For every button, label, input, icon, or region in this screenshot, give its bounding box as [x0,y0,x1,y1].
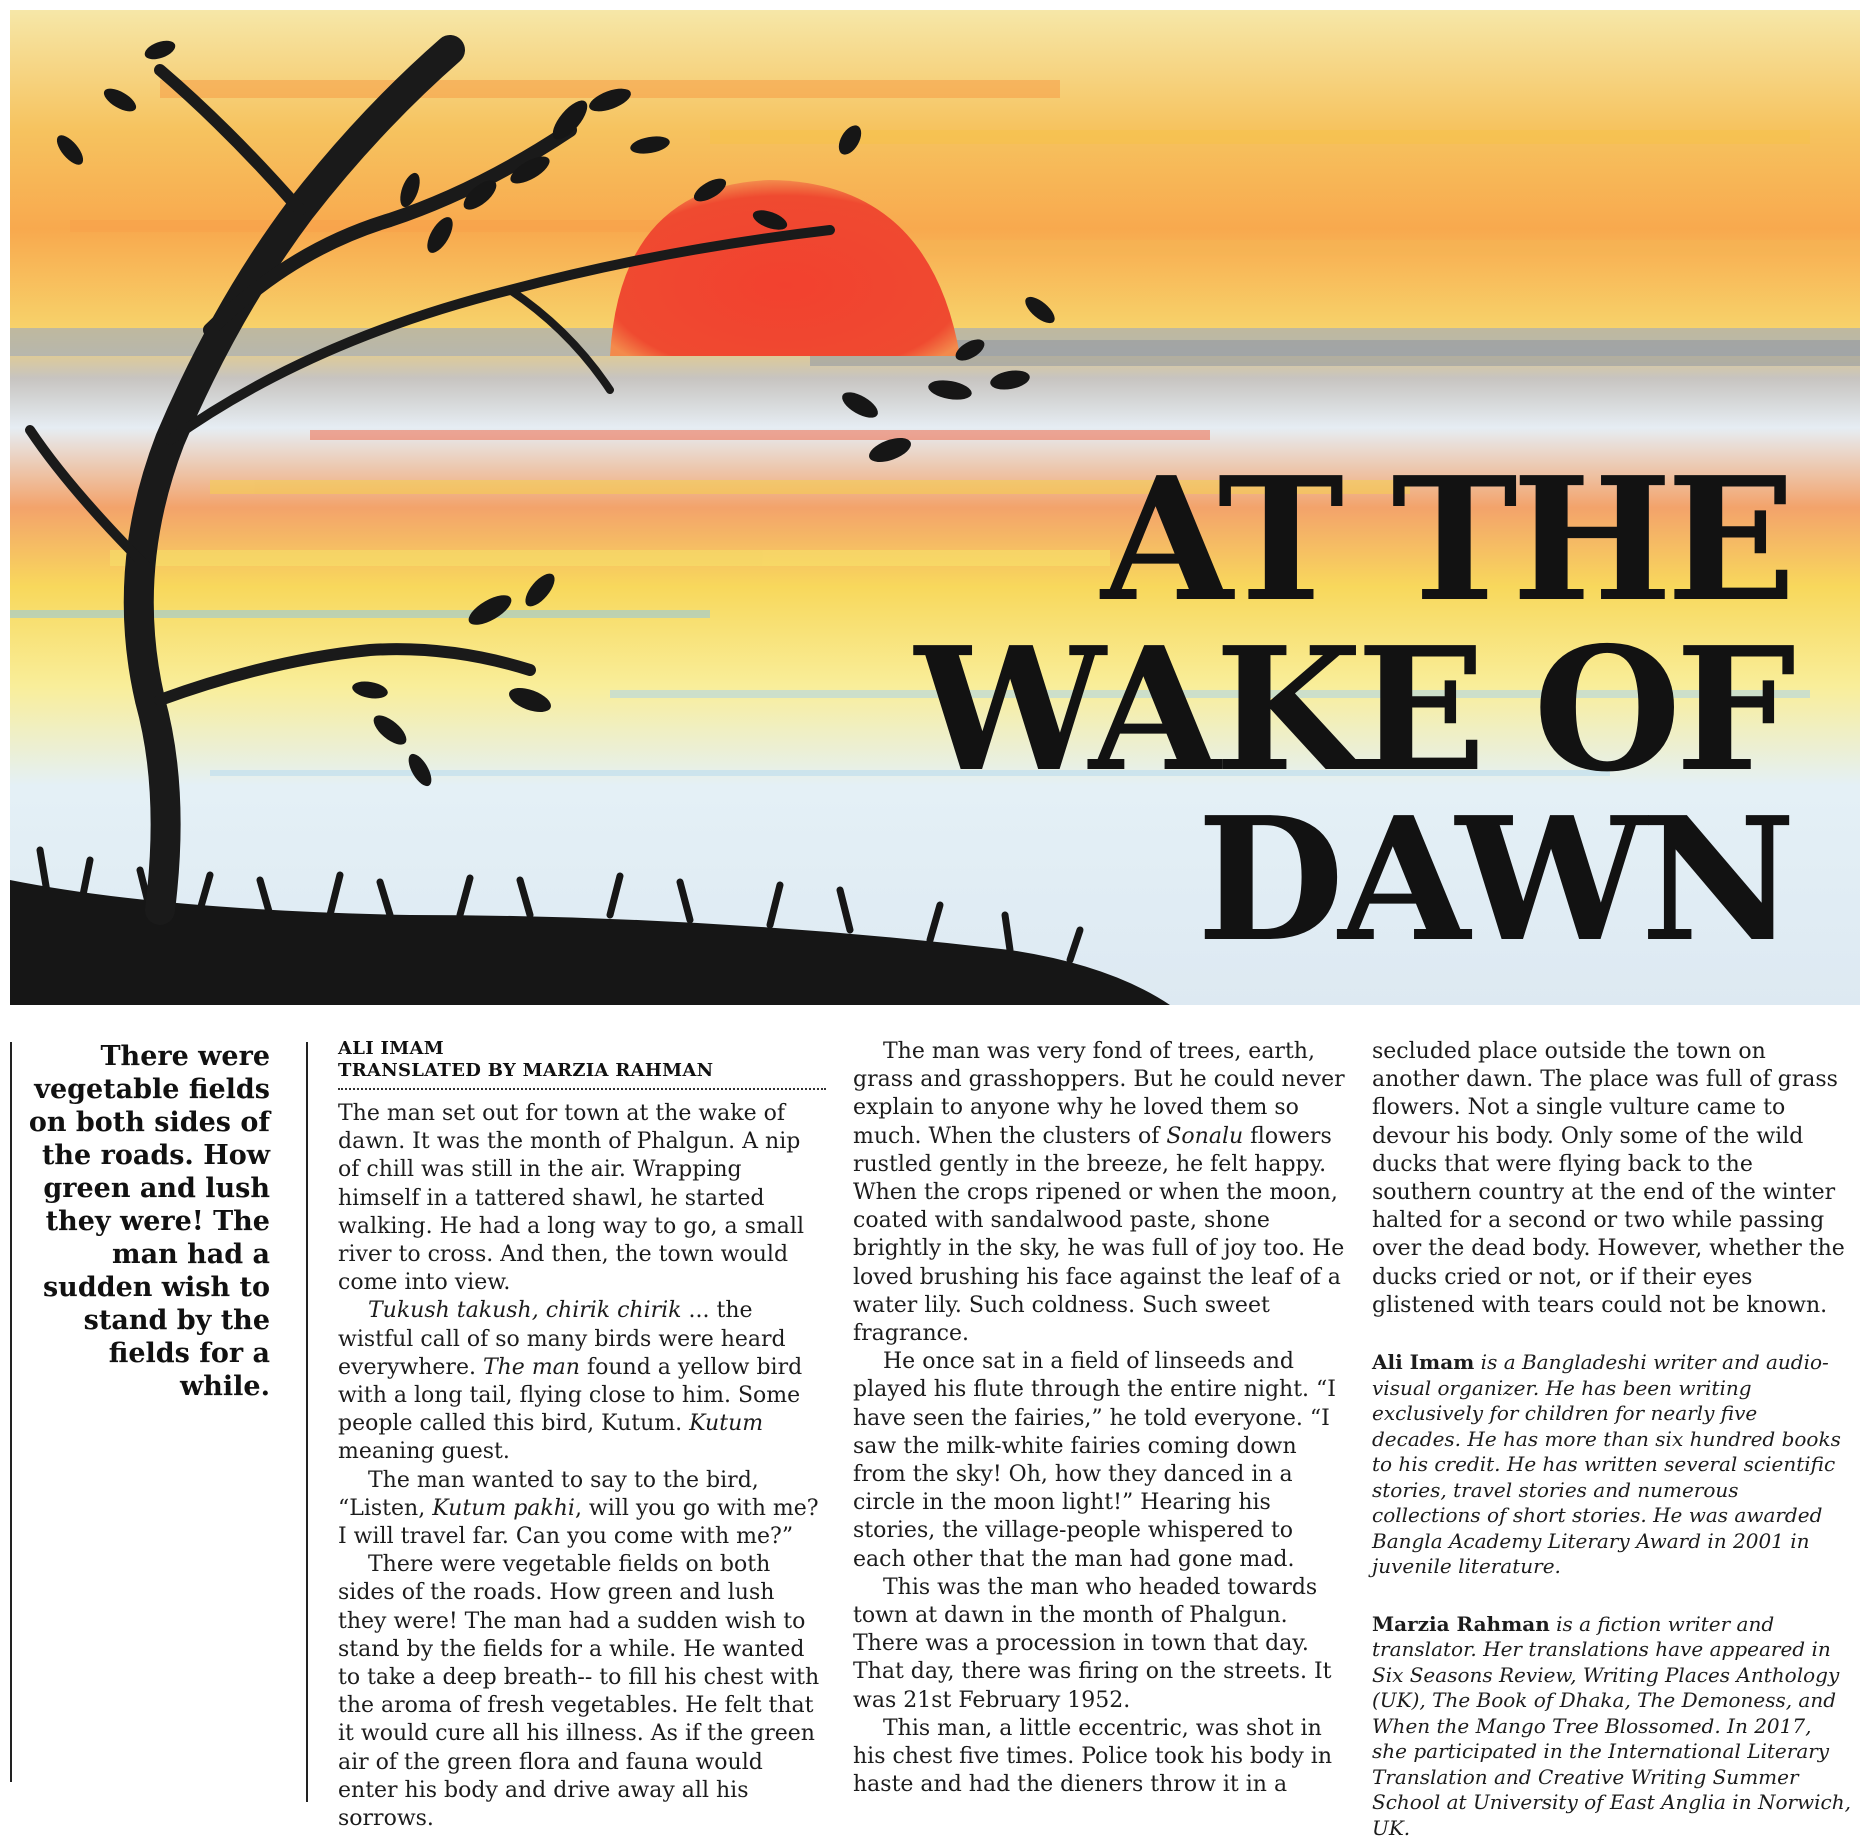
column-1 [338,1038,826,1833]
pullquote: There were vegetable fields on both sides of the roads. How green and lush they were! The man had a sudden wish to stand by the fields for a while. [28,1041,270,1402]
paragraph-text: found a yellow bird with a long tail, flying close to him. Some people called this bird, Kutum. [338,1354,803,1437]
headline-line-1: AT THE [1101,440,1790,640]
bio-text: is a Bangladeshi writer and audio-visual organizer. He has been writing exclusively for children for nearly five decades. He has more than six hundred books to his credit. He has written several scientific stories, travel stories and numerous collections of short stories. He was awarded Bangla Academy Literary Award in 2001 in juvenile literature. [1372,1350,1841,1579]
paragraph [338,1467,826,1552]
column-2 [853,1038,1345,1799]
paragraph-text: , will you go with me? I will travel far. Can you come with me?” [338,1495,819,1550]
paragraph: The man set out for town at the wake of dawn. It was the month of Phalgun. A nip of chill was still in the air. Wrapping himself in a tattered shawl, he started walking. He had a long way to go, a small river to cross. And then, the town would come into view. [338,1101,804,1296]
byline-divider [338,1088,826,1090]
paragraph: He once sat in a field of linseeds and played his flute through the entire night. “I have seen the fairies,” he told everyone. “I saw the milk-white fairies coming down from the sky! Oh, how they danced in a circle in the moon light!” Hearing his stories, the village-people whispered to each other that the man had gone mad. [853,1349,1336,1572]
column-3 [1372,1038,1852,1841]
paragraph-text: ... the wistful call of so many birds were heard everywhere. [338,1298,786,1380]
italic-text: Kutum [689,1411,764,1437]
hero-illustration [10,10,1860,1005]
bio-text: is a fiction writer and translator. Her translations have appeared in Six Seasons Review, Writing Places Anthology (UK), The Book of Dhaka, The Demoness, and When the Mango Tree Blossomed. In 2017, she participated in the International Literary Translation and Creative Writing Summer School at University of East Anglia in Norwich, UK. [1372,1611,1851,1840]
paragraph: There were vegetable fields on both sides of the roads. How green and lush they were! The man had a sudden wish to stand by the fields for a while. He wanted to take a deep breath-- to fill his chest with the aroma of fresh vegetables. He felt that it would cure all his illness. As if the green air of the green flora and fauna would enter his body and drive away all his sorrows. [338,1552,820,1832]
paragraph-text: The man was very fond of trees, earth, grass and grasshoppers. But he could never explain to anyone why he loved them so much. When the clusters of [853,1039,1345,1149]
article-body [0,1010,1863,1840]
paragraph: This was the man who headed towards town at dawn in the month of Phalgun. There was a procession in town that day. That day, there was firing on the streets. It was 21st February 1952. [853,1574,1332,1713]
article-headline [914,440,1790,980]
italic-text: The man [482,1354,580,1380]
byline-translator: TRANSLATED BY MARZIA RAHMAN [338,1060,714,1081]
author-bio [1372,1350,1852,1580]
paragraph: secluded place outside the town on another dawn. The place was full of grass flowers. Not a single vulture came to devour his body. Only some of the wild ducks that were flying back to the southern country at the end of the winter halted for a second or two while passing over the dead body. However, whether the ducks cried or not, or if their eyes glistened with tears could not be known. [1372,1039,1845,1318]
paragraph [853,1038,1345,1348]
translator-name: Marzia Rahman [1372,1611,1550,1636]
paragraph-text: meaning guest. [338,1439,510,1465]
italic-text: Kutum pakhi [432,1495,575,1521]
paragraph: This man, a little eccentric, was shot in his chest five times. Police took his body in haste and had the dieners throw it in a [853,1715,1333,1798]
pullquote-divider [306,1042,308,1802]
birdcall-text: Tukush takush, chirik chirik [368,1298,682,1324]
byline-author: ALI IMAM [338,1038,444,1059]
left-divider [10,1042,12,1782]
paragraph-text: flowers rustled gently in the breeze, he felt happy. When the crops ripened or when the moon, coated with sandalwood paste, shone brightly in the sky, he was full of joy too. He loved brushing his face against the leaf of a water lily. Such coldness. Such sweet fragrance. [853,1123,1345,1347]
paragraph [338,1297,826,1466]
italic-text: Sonalu [1166,1123,1244,1149]
paragraph-text: The man wanted to say to the bird, “Listen, [338,1467,759,1521]
author-name: Ali Imam [1372,1350,1475,1375]
headline-line-2: WAKE OF [914,610,1790,810]
headline-line-3: DAWN [1196,780,1790,980]
